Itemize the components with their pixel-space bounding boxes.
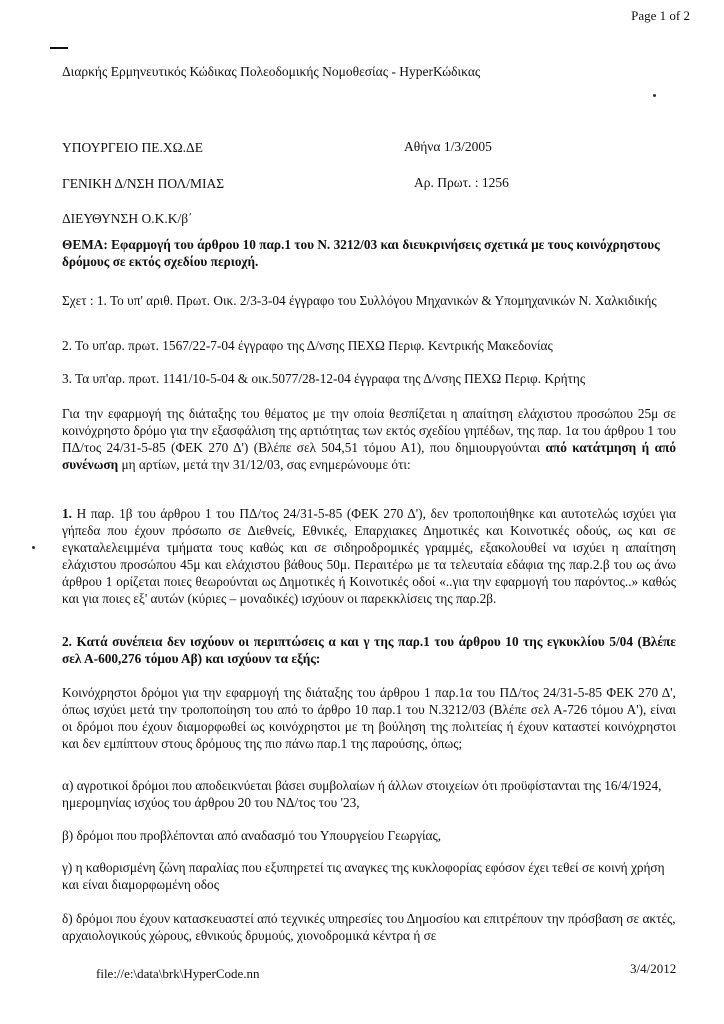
page-number: Page 1 of 2 — [631, 8, 690, 23]
point-2: 2. Κατά συνέπεια δεν ισχύουν οι περιπτώσεις α και γ της παρ.1 του άρθρου 10 της εγκυκλίου 5/04 (Βλέπε σελ Α-600,276 τόμου Αβ) και ισχύουν τα εξής: — [62, 634, 676, 666]
place-date: Αθήνα 1/3/2005 — [404, 139, 492, 154]
list-item-d: δ) δρόμοι που έχουν κατασκευαστεί από τεχνικές υπηρεσίες του Δημοσίου και επιτρέπουν την πρόσβαση σε ακτές, αρχαιολογικούς χώρους, εθνικούς δρυμούς, χιονοδρομικά κέντρα ή σε — [62, 911, 676, 943]
subject — [62, 236, 676, 270]
point-1-text: Η παρ. 1β του άρθρου 1 του ΠΔ/τος 24/31-5-85 (ΦΕΚ 270 Δ'), δεν τροποποιήθηκε και αυτοτελώς ισχύει για γήπεδα που έχουν πρόσωπο σε Διεθνείς, Εθνικές, Επαρχιακες Δημοτικές και Κοινοτικές οδούς, ως και σε εγκαταλελειμμένα τμήματα τους καθώς και σε σιδηροδρομικές γραμμές, εξακολουθεί να ισχύει η απαίτηση ελάχιστου προσώπου 45μ και ελάχιστου βάθους 50μ. Περαιτέρω με τα τελευταία εδάφια της παρ.2.β του ως άνω άρθρου 1 ορίζεται ποιες θεωρούνται ως Δημοτικές ή Κοινοτικές οδοί «..για την εφαρμογή του παρόντος..» καθώς και για ποιες εξ' αυτών (κύριες – μοναδικές) ισχύουν οι παρεκκλίσεις της παρ.2β. — [62, 506, 676, 606]
list-item-c: γ) η καθορισμένη ζώνη παραλίας που εξυπηρετεί τις αναγκες της κυκλοφορίας εφόσον έχει τεθεί σε κοινή χρήση και είναι διαμορφωμένη οδος — [62, 860, 665, 892]
point-1 — [62, 505, 676, 607]
footer-date: 3/4/2012 — [630, 961, 677, 976]
intro-paragraph — [62, 405, 676, 473]
intro-emphasis: από κατάτμηση ή από συνένωση — [62, 440, 676, 472]
ministry-name: ΥΠΟΥΡΓΕΙΟ ΠΕ.ΧΩ.ΔΕ — [62, 140, 203, 155]
header-title: Διαρκής Ερμηνευτικός Κώδικας Πολεοδομικής Νομοθεσίας - HyperΚώδικας — [62, 64, 481, 79]
directorate: ΔΙΕΥΘΥΝΣΗ Ο.Κ.Κ/β΄ — [62, 211, 193, 226]
common-roads-paragraph: Κοινόχρηστοι δρόμοι για την εφαρμογή της διάταξης του άρθρου 1 παρ.1α του ΠΔ/τος 24/31-5-85 ΦΕΚ 270 Δ', όπως ισχύει μετά την τροποποίηση του από το άρθρο 10 παρ.1 του Ν.3212/03 (Βλέπε σελ Α-726 τόμου Α'), είναι οι δρόμοι που έχουν διαμορφωθεί ως κοινόχρηστοι με τη βούληση της πολιτείας ή έχουν καταστεί κοινόχρηστοι και δεν εμπίπτουν στους δρόμους της πιο πάνω παρ.1 της παρούσης, όπως; — [62, 685, 676, 751]
directorate-general: ΓΕΝΙΚΗ Δ/ΝΣΗ ΠΟΛ/ΜΙΑΣ — [62, 176, 225, 191]
footer-path: file://e:\data\brk\HyperCode.nn — [96, 966, 260, 981]
point-1-number: 1. — [62, 506, 72, 521]
scan-speck — [653, 94, 656, 97]
margin-mark — [50, 47, 68, 49]
list-item-b: β) δρόμοι που προβλέπονται από αναδασμό του Υπουργείου Γεωργίας, — [62, 828, 442, 843]
intro-text-end: μη αρτίων, μετά την 31/12/03, σας ενημερώνουμε ότι: — [118, 457, 411, 472]
list-item-a: α) αγροτικοί δρόμοι που αποδεικνύεται βάσει συμβολαίων ή άλλων στοιχείων ότι προϋφίστανται της 16/4/1924, ημερομηνίας ισχύος του άρθρου 20 του ΝΔ/τος του '23, — [62, 778, 662, 810]
protocol-number: Αρ. Πρωτ. : 1256 — [414, 175, 509, 190]
reference-1: Σχετ : 1. Το υπ' αριθ. Πρωτ. Οικ. 2/3-3-04 έγγραφο του Συλλόγου Μηχανικών & Υπομηχανικών Ν. Χαλκιδικής — [62, 293, 657, 308]
reference-3: 3. Τα υπ'αρ. πρωτ. 1141/10-5-04 & οικ.5077/28-12-04 έγγραφα της Δ/νσης ΠΕΧΩ Περιφ. Κρήτης — [62, 371, 586, 386]
scan-speck — [32, 546, 35, 549]
reference-2: 2. Το υπ'αρ. πρωτ. 1567/22-7-04 έγγραφο της Δ/νσης ΠΕΧΩ Περιφ. Κεντρικής Μακεδονίας — [62, 338, 553, 353]
subject-text: Εφαρμογή του άρθρου 10 παρ.1 του Ν. 3212/03 και διευκρινήσεις σχετικά με τους κοινόχρηστους δρόμους σε εκτός σχεδίου περιοχή. — [62, 237, 660, 269]
subject-label: ΘΕΜΑ: — [62, 237, 108, 252]
intro-text: Για την εφαρμογή της διάταξης του θέματος με την οποία θεσπίζεται η απαίτηση ελάχιστου προσώπου 25μ σε κοινόχρηστο δρόμο για την εξασφάλιση της αρτιότητας των εκτός σχεδίου γηπέδων, της παρ. 1α του άρθρου 1 του ΠΔ/τος 24/31-5-85 (ΦΕΚ 270 Δ') (Βλέπε σελ 504,51 τόμου Α1), που δημιουργούνται — [62, 406, 676, 455]
